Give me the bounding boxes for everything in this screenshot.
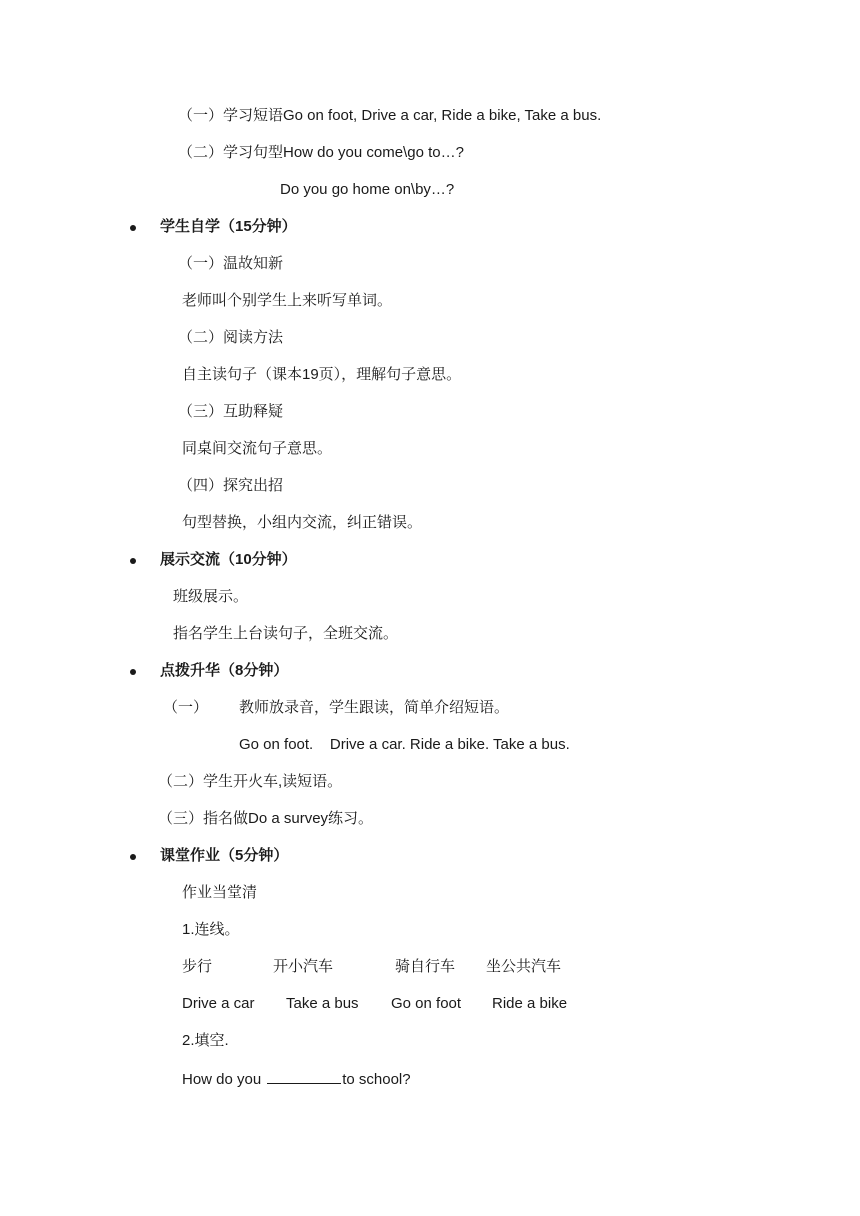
- task-title: 1.连线。: [182, 921, 240, 938]
- homework-intro: 作业当堂清: [182, 884, 258, 901]
- self-study-item: （二）阅读方法: [178, 329, 284, 346]
- self-study-item: （四）探究出招: [178, 477, 284, 494]
- self-study-item: （三）互助释疑: [178, 403, 284, 420]
- guidance-item: （三）指名做Do a survey练习。: [158, 810, 374, 827]
- fill-blank: [267, 1069, 341, 1084]
- bullet-icon: [130, 558, 136, 564]
- goal-phrases: （一）学习短语Go on foot, Drive a car, Ride a bike, Take a bus.: [178, 107, 602, 124]
- chinese-phrase: 骑自行车: [395, 958, 456, 975]
- showcase-item: 班级展示。: [173, 588, 249, 605]
- english-phrase: Ride a bike: [492, 995, 568, 1012]
- chinese-phrase: 步行: [182, 958, 213, 975]
- self-study-item: 老师叫个别学生上来听写单词。: [182, 292, 393, 309]
- english-phrase: Go on foot: [391, 995, 462, 1012]
- goal-sentence-pattern-2: Do you go home on\by…?: [280, 181, 455, 198]
- goal-sentence-pattern: （二）学习句型How do you come\go to…?: [178, 144, 464, 161]
- chinese-phrase: 开小汽车: [273, 958, 334, 975]
- section-heading-homework: 课堂作业（5分钟）: [160, 847, 289, 864]
- bullet-icon: [130, 225, 136, 231]
- self-study-item: 同桌间交流句子意思。: [182, 440, 333, 457]
- bullet-icon: [130, 854, 136, 860]
- guidance-item-prefix: （一）: [163, 699, 209, 716]
- guidance-item-text: 教师放录音，学生跟读，简单介绍短语。: [239, 699, 510, 716]
- english-phrase: Drive a car: [182, 995, 255, 1012]
- self-study-item: 句型替换，小组内交流，纠正错误。: [182, 514, 423, 531]
- english-phrase: Take a bus: [286, 995, 359, 1012]
- fill-prefix: How do you: [182, 1071, 262, 1088]
- guidance-item: （二）学生开火车,读短语。: [158, 773, 343, 790]
- fill-in-blank-sentence: [182, 1069, 411, 1089]
- bullet-icon: [130, 669, 136, 675]
- self-study-item: （一）温故知新: [178, 255, 284, 272]
- section-heading-self-study: 学生自学（15分钟）: [160, 218, 297, 235]
- fill-suffix: to school?: [342, 1071, 411, 1088]
- chinese-phrase: 坐公共汽车: [486, 958, 562, 975]
- guidance-phrases: Go on foot. Drive a car. Ride a bike. Take a bus.: [239, 736, 570, 753]
- showcase-item: 指名学生上台读句子，全班交流。: [173, 625, 399, 642]
- section-heading-showcase: 展示交流（10分钟）: [160, 551, 297, 568]
- self-study-item: 自主读句子（课本19页），理解句子意思。: [182, 366, 462, 383]
- task-title: 2.填空.: [182, 1032, 229, 1049]
- section-heading-guidance: 点拨升华（8分钟）: [160, 662, 289, 679]
